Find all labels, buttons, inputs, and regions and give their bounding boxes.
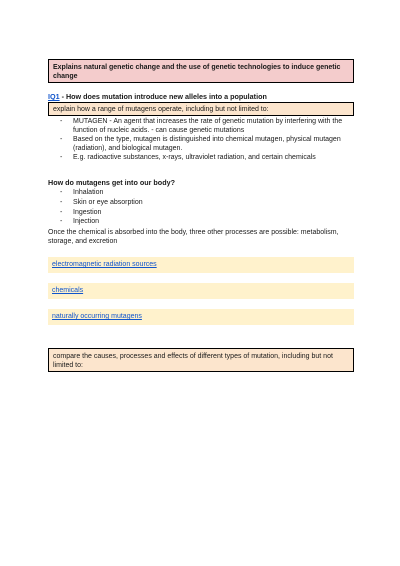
chemicals-link[interactable]: chemicals	[52, 287, 84, 294]
em-radiation-link[interactable]: electromagnetic radiation sources	[52, 261, 157, 268]
list-item	[60, 217, 143, 227]
list-item	[60, 154, 358, 163]
bullet-dash: -	[60, 218, 63, 226]
list-item	[60, 188, 143, 198]
bullet-dash: -	[60, 136, 63, 144]
mutagen-notes-list	[60, 118, 358, 164]
bullet-dash: -	[60, 154, 63, 162]
link-row	[48, 257, 354, 273]
list-item	[60, 198, 143, 208]
inquiry-question-text: - How does mutation introduce new alleles into a population	[59, 92, 267, 101]
list-item	[60, 136, 358, 153]
link-row	[48, 283, 354, 299]
iq1-link[interactable]: IQ1	[48, 92, 60, 101]
route-text: Skin or eye absorption	[73, 198, 143, 206]
bullet-dash: -	[60, 208, 63, 216]
question-heading: How do mutagens get into our body?	[48, 178, 175, 187]
route-text: Inhalation	[73, 189, 104, 196]
explain-content-box	[48, 102, 354, 116]
inquiry-question-heading	[48, 92, 267, 101]
bullet-dash: -	[60, 198, 63, 206]
body-paragraph: Once the chemical is absorbed into the body, three other processes are possible: metabolism, storage, and excretion	[48, 229, 339, 245]
bullet-text: Based on the type, mutagen is distinguished into chemical mutagen, physical mutagen (radiation), and biological mutagen.	[73, 136, 341, 152]
bullet-text: E.g. radioactive substances, x-rays, ultraviolet radiation, and certain chemicals	[73, 154, 316, 162]
route-text: Injection	[73, 218, 100, 226]
compare-content-text: compare the causes, processes and effects of different types of mutation, including but not limited to:	[53, 353, 333, 369]
link-row	[48, 309, 354, 325]
explain-content-text: explain how a range of mutagens operate, including but not limited to:	[53, 106, 269, 113]
exposure-routes-list	[60, 188, 143, 227]
route-text: Ingestion	[73, 208, 102, 216]
compare-content-box	[48, 348, 354, 372]
bullet-dash: -	[60, 118, 63, 125]
syllabus-outcome-box	[48, 59, 354, 83]
bullet-text: MUTAGEN - An agent that increases the rate of genetic mutation by interfering with the function of nucleic acids. - can cause genetic mutations	[73, 118, 343, 134]
list-item	[60, 118, 358, 135]
bullet-dash: -	[60, 189, 63, 196]
natural-mutagens-link[interactable]: naturally occurring mutagens	[52, 313, 142, 320]
syllabus-outcome-text: Explains natural genetic change and the use of genetic technologies to induce genetic change	[53, 64, 341, 80]
list-item	[60, 208, 143, 218]
